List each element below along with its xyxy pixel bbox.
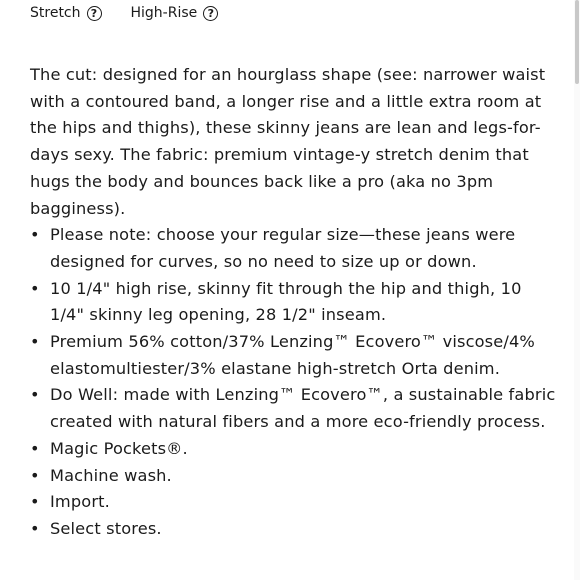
product-tags [30,3,247,23]
feature-list [30,222,558,542]
list-item: • Premium 56% cotton/37% Lenzing™ Ecovero™ viscose/4% elastomultiester/3% elastane high-stretch Orta denim. [30,329,558,382]
list-item: • Magic Pockets®. [30,436,558,463]
tag-high-rise [131,3,219,23]
tag-high-rise-label: High-Rise [130,5,198,21]
list-item: • 10 1/4" high rise, skinny fit through the hip and thigh, 10 1/4" skinny leg opening, 28 1/2" inseam. [30,276,558,329]
help-icon[interactable]: ? [203,6,218,21]
list-item: • Import. [30,489,558,516]
description-paragraph: The cut: designed for an hourglass shape (see: narrower waist with a contoured band, a longer rise and a little extra room at the hips and thighs), these skinny jeans are lean and legs-for-days sexy. The fabric: premium vintage-y stretch denim that hugs the body and bounces back like a pro (aka no 3pm bagginess). [30,65,546,218]
product-description [30,62,558,543]
list-item: • Machine wash. [30,463,558,490]
help-icon[interactable]: ? [87,6,102,21]
tag-stretch-label: Stretch [30,5,81,21]
tag-stretch [30,3,102,23]
list-item: • Select stores. [30,516,558,543]
scrollbar[interactable] [574,0,580,580]
list-item: • Do Well: made with Lenzing™ Ecovero™, a sustainable fabric created with natural fibers and a more eco-friendly process. [30,382,558,435]
scrollbar-thumb[interactable] [575,0,579,84]
list-item: • Please note: choose your regular size—these jeans were designed for curves, so no need to size up or down. [30,222,558,275]
